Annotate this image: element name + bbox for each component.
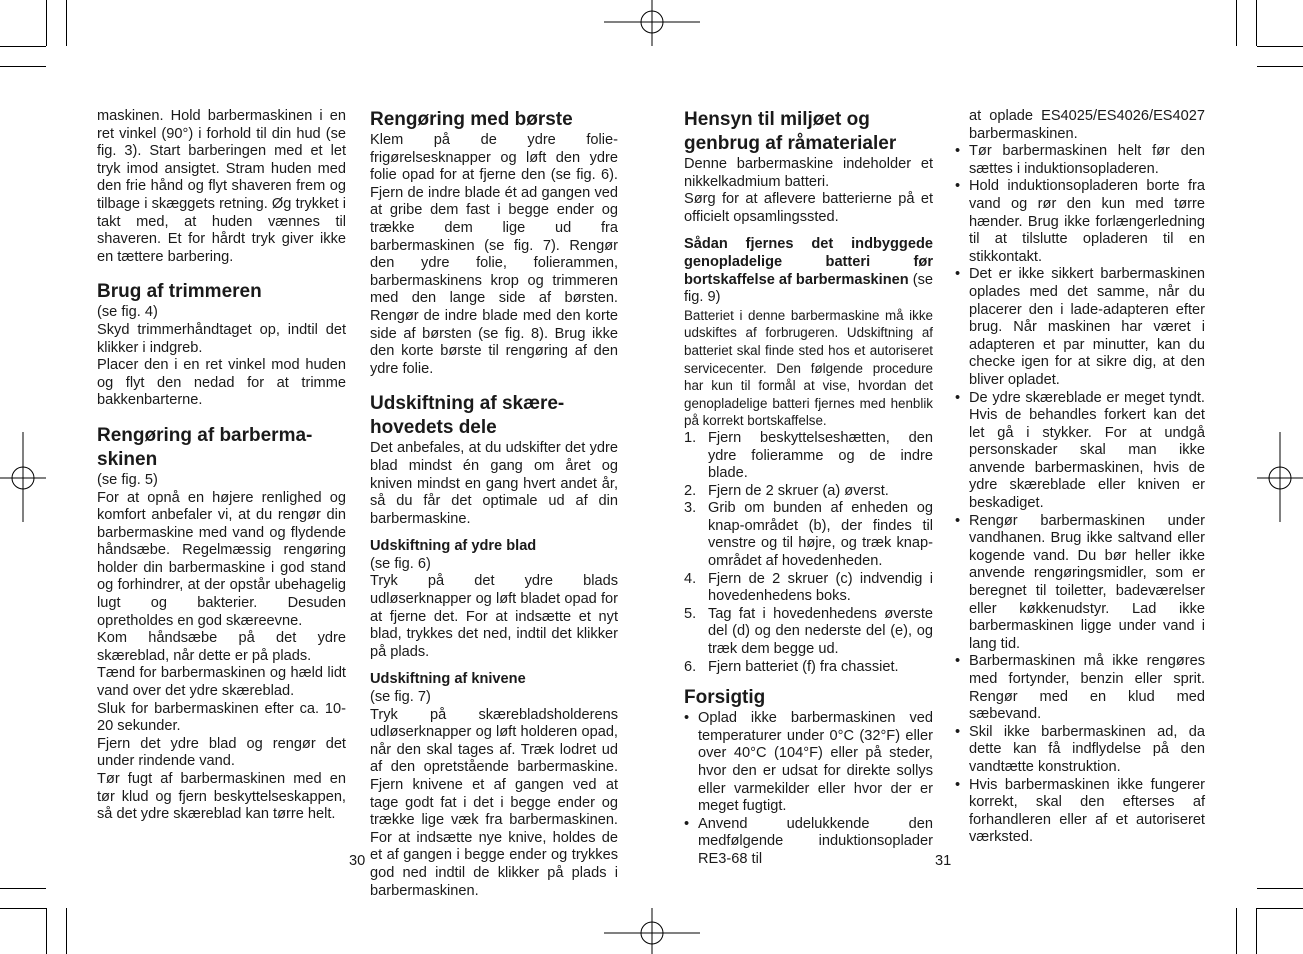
paragraph: Tænd for barbermaskinen og hæld lidt vand over det ydre skæreblad. xyxy=(97,665,346,700)
step-number: 3. xyxy=(684,500,697,517)
paragraph: Batteriet i denne barbermaskine må ikke udskiftes af forbrugeren. Udskiftning af batteriet skal finde sted hos et autoriseret servicecenter. Den følgende procedure har kun til formål at vise, hvordan det genopladelige batteri fjernes med henblik på korrekt bortskaffelse. xyxy=(684,307,933,429)
list-item xyxy=(955,266,1205,389)
caution-list xyxy=(684,710,933,868)
bullet: • xyxy=(955,266,961,283)
list-item xyxy=(955,777,1205,847)
paragraph: Kom håndsæbe på det ydre skæreblad, når dette er på plads. xyxy=(97,630,346,664)
paragraph: Klem på de ydre folie-frigørelsesknapper og løft den ydre folie opad for at fjerne den (se fig. 6). Fjern de indre blade ét ad gangen ved at gribe dem fast i begge ender og trække dem lige ud fra barbermaskinen (se fig. 7). Rengør den ydre folie, folierammen, barbermaskinens krop og trimmeren med den lange side af børsten. Rengør de indre blade med den korte side af børsten (se fig. 8). Brug ikke den korte børste til rengøring af den ydre folie. xyxy=(370,132,618,377)
list-item xyxy=(955,143,1205,178)
step-number: 6. xyxy=(684,658,697,675)
bullet-text: Skil ikke barbermaskinen ad, da dette kan få indflydelse på den vandtætte konstruktion. xyxy=(969,723,1205,775)
heading-trimmer: Brug af trimmeren xyxy=(97,281,262,303)
paragraph: Tryk på det ydre blads udløserknapper og løft bladet opad for at fjerne det. For at indsætte et nyt blad, trykkes det ned, indtil det klikker på plads. xyxy=(370,573,618,660)
step-number: 5. xyxy=(684,605,697,622)
paragraph: Skyd trimmerhåndtaget op, indtil det klikker i indgreb. xyxy=(97,321,346,356)
bullet-text: Anvend udelukkende den medfølgende induktionsoplader RE3-68 til xyxy=(698,815,933,867)
crop-mark xyxy=(46,0,47,46)
heading-caution: Forsigtig xyxy=(684,687,766,709)
registration-mark-left xyxy=(0,432,46,522)
subheading-outer-blade: Udskiftning af ydre blad xyxy=(370,538,537,555)
list-item xyxy=(955,178,1205,266)
crop-mark xyxy=(1257,46,1303,47)
caution-list-continued xyxy=(955,108,1205,847)
bullet-text: Hvis barbermaskinen ikke fungerer korrekt, skal den efterses af forhandleren eller af et autoriseret værksted. xyxy=(969,776,1205,846)
crop-mark xyxy=(1257,66,1303,67)
crop-mark xyxy=(1236,908,1237,954)
bullet: • xyxy=(955,512,961,529)
crop-mark xyxy=(1256,908,1257,954)
crop-mark xyxy=(66,908,67,954)
crop-mark xyxy=(1256,0,1257,46)
bullet-text: Tør barbermaskinen helt før den sættes i induktionsopladeren. xyxy=(969,143,1205,177)
list-item xyxy=(684,571,933,606)
list-item xyxy=(684,500,933,570)
list-item xyxy=(684,710,933,816)
list-item xyxy=(955,108,1205,143)
subheading-knives: Udskiftning af knivene xyxy=(370,671,526,688)
registration-mark-bottom xyxy=(604,908,700,954)
paragraph: Fjern det ydre blad og rengør det under rindende vand. xyxy=(97,735,346,770)
bullet-text: De ydre skæreblade er meget tyndt. Hvis de behandles forkert kan det let gå i stykker. For at undgå personskader skal man ikke anvende barbermaskinen, hvis de ydre skæreblade eller kniven er beskadiget. xyxy=(969,389,1205,512)
list-item xyxy=(955,724,1205,777)
list-item xyxy=(955,390,1205,513)
bullet: • xyxy=(955,143,961,160)
bullet: • xyxy=(955,178,961,195)
paragraph: Tryk på skærebladsholderens udløserknapper og løft holderen opad, når den skal tages af. Træk lodret ud af den opretstående barbermaskine. Fjern knivene et af gangen ved at tage godt fat i det i begge ender og trække lige væk fra barbermaskinen. For at indsætte nye knive, holdes de et af gangen i begge ender og trykkes god ned indtil de klikker på plads i barbermaskinen. xyxy=(370,706,618,899)
crop-mark xyxy=(0,908,46,909)
list-item xyxy=(684,659,933,677)
bullet: • xyxy=(955,389,961,406)
crop-mark xyxy=(0,46,46,47)
registration-mark-right xyxy=(1257,432,1303,522)
step-text: Fjern beskyttelseshætten, den ydre folieramme og de indre blade. xyxy=(708,429,933,482)
heading-replace: Udskiftning af skære-hovedets dele xyxy=(370,393,565,439)
heading-cleaning: Rengøring af barberma-skinen xyxy=(97,424,313,470)
bullet-text: Det er ikke sikkert barbermaskinen oplades med det samme, når du placerer den i lade-adapteren efter brug. Når maskinen har været i adapteren et par minutter, kan du checke igen for at sikre dig, at den bliver opladet. xyxy=(969,266,1205,388)
step-number: 1. xyxy=(684,429,697,446)
list-item xyxy=(684,606,933,659)
bullet-text: Hold induktionsopladeren borte fra vand og rør den kun med tørre hænder. Brug ikke forlængerledning til at tilslutte opladeren til en stikkontakt. xyxy=(969,178,1205,265)
paragraph: Sørg for at aflevere batterierne på et officielt opsamlingssted. xyxy=(684,191,933,225)
bullet-text: Oplad ikke barbermaskinen ved temperaturer under 0°C (32°F) eller over 40°C (104°F) eller på steder, hvor den er udsat for direkte sollys eller varmekilder eller hvor der er meget fugtigt. xyxy=(698,710,933,815)
list-item xyxy=(955,653,1205,723)
crop-mark xyxy=(1236,0,1237,46)
paragraph: Det anbefales, at du udskifter det ydre blad mindst én gang om året og kniven mindst en gang hvert andet år, så du får det optimale ud af din barbermaskine. xyxy=(370,440,618,527)
removal-steps xyxy=(684,430,933,676)
list-item xyxy=(684,483,933,501)
column-3 xyxy=(684,108,933,869)
step-text: Tag fat i hovedenhedens øverste del (d) og den nederste del (e), og træk dem begge ud. xyxy=(708,605,933,658)
paragraph: Denne barbermaskine indeholder et nikkelkadmium batteri. xyxy=(684,156,933,190)
bullet: • xyxy=(684,710,690,727)
figure-ref: (se fig. 5) xyxy=(97,471,158,488)
step-text: Fjern de 2 skruer (a) øverst. xyxy=(708,482,889,499)
column-2 xyxy=(370,108,618,900)
bullet-text: Rengør barbermaskinen under vandhanen. Brug ikke saltvand eller kogende vand. Du bør heller ikke anvende rengøringsmidler, som er beregnet til toiletter, badeværelser eller køkkenudstyr. Lad ikke barbermaskinen ligge under vand i lang tid. xyxy=(969,512,1205,652)
step-number: 2. xyxy=(684,482,697,499)
figure-ref: (se fig. 4) xyxy=(97,304,158,321)
step-text: Fjern de 2 skruer (c) indvendig i hovedenhedens boks. xyxy=(708,570,933,605)
paragraph: maskinen. Hold barbermaskinen i en ret vinkel (90°) i forhold til din hud (se fig. 3). Start barberingen med et let tryk imod ansigtet. Stram huden med den frie hånd og flyt shaveren frem og tilbage i skæggets retning. Øg trykket i takt med, at huden vænnes til shaveren. Et for hårdt tryk giver ikke en tættere barbering. xyxy=(97,108,346,265)
paragraph: For at opnå en højere renlighed og komfort anbefaler vi, at du rengør din barbermaskine med vand og flydende håndsæbe. Regelmæssig rengøring holder din barbermaskine i god stand og forhindrer, at der opstår ubehagelig lugt og bakterier. Desuden opretholdes en god skæreevne. xyxy=(97,489,346,629)
crop-mark xyxy=(46,908,47,954)
crop-mark xyxy=(1257,908,1303,909)
figure-ref: (se fig. 9) xyxy=(684,271,933,306)
bullet: • xyxy=(955,653,961,670)
step-text: Grib om bunden af enheden og knap-området (b), der findes til venstre og til højre, og træk knap-området af hovedenheden. xyxy=(708,500,933,570)
list-item xyxy=(684,816,933,869)
battery-removal-intro xyxy=(684,236,933,306)
registration-mark-top xyxy=(604,0,700,46)
paragraph: Sluk for barbermaskinen efter ca. 10-20 sekunder. xyxy=(97,700,346,735)
heading-brush: Rengøring med børste xyxy=(370,109,573,130)
crop-mark xyxy=(0,888,46,889)
bullet: • xyxy=(955,723,961,740)
paragraph: Tør fugt af barbermaskinen med en tør klud og fjern beskyttelseskappen, så det ydre skæreblad kan tørre helt. xyxy=(97,771,346,823)
list-item xyxy=(684,430,933,483)
crop-mark xyxy=(66,0,67,46)
step-text: Fjern batteriet (f) fra chassiet. xyxy=(708,658,899,675)
heading-environment: Hensyn til miljøet og genbrug af råmaterialer xyxy=(684,109,897,154)
bullet: • xyxy=(955,776,961,793)
step-number: 4. xyxy=(684,570,697,587)
bullet-text: at oplade ES4025/ES4026/ES4027 barbermaskinen. xyxy=(969,108,1205,142)
page-number-right: 31 xyxy=(935,853,952,869)
bullet-text: Barbermaskinen må ikke rengøres med fortynder, benzin eller sprit. Rengør med en klud med sæbevand. xyxy=(969,653,1205,723)
battery-removal-title: Sådan fjernes det indbyggede genopladelige batteri før bortskaffelse af barbermaskinen xyxy=(684,236,933,288)
crop-mark xyxy=(1257,888,1303,889)
figure-ref: (se fig. 6) xyxy=(370,555,431,572)
column-1 xyxy=(97,108,346,824)
list-item xyxy=(955,513,1205,654)
column-4 xyxy=(955,108,1205,847)
paragraph: Placer den i en ret vinkel mod huden og flyt den nedad for at trimme bakkenbarterne. xyxy=(97,357,346,409)
figure-ref: (se fig. 7) xyxy=(370,689,431,706)
page-number-left: 30 xyxy=(349,853,366,869)
crop-mark xyxy=(0,66,46,67)
bullet: • xyxy=(684,815,690,832)
